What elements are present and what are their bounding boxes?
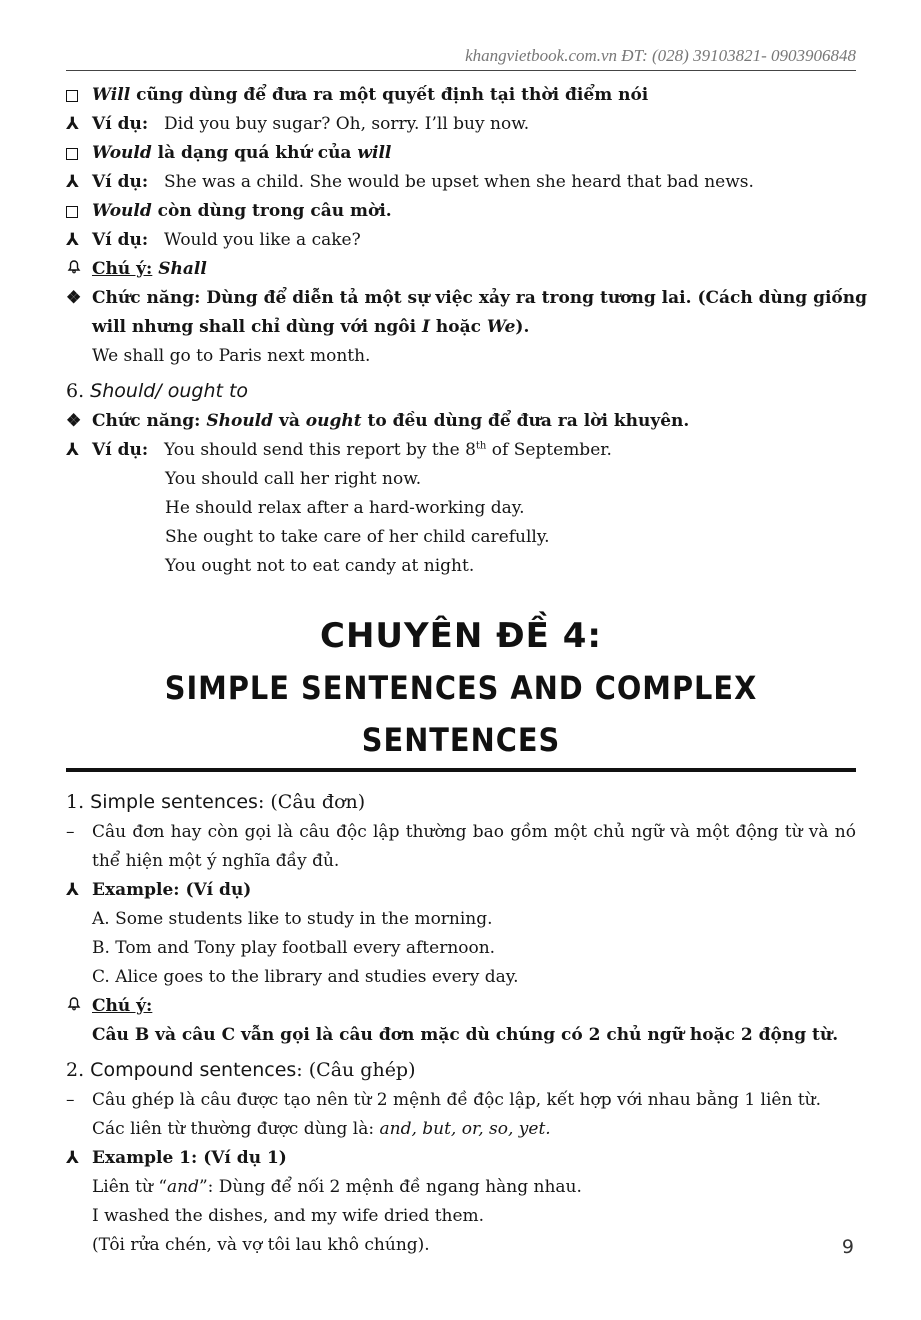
example-text-end: of September. (486, 440, 612, 460)
simple-description (66, 818, 856, 876)
description-text: Câu ghép là câu được tạo nên từ 2 mệnh đề độc lập, kết hợp với nhau bằng 1 liên từ. (92, 1090, 822, 1110)
example-marker-icon: ⅄ (66, 1148, 79, 1168)
function-text-1: Chức năng: Dùng để diễn tả một sự việc xảy ra trong tương lai. (Cách dùng giống (92, 288, 868, 308)
example-label: Ví dụ: (92, 172, 149, 192)
rule-keyword-2: will (357, 143, 392, 163)
note-simple (66, 992, 856, 1021)
text: ”: Dùng để nối 2 mệnh đề ngang hàng nhau. (198, 1177, 582, 1197)
example-marker-icon: ⅄ (66, 440, 79, 460)
diamond-bullet-icon: ❖ (66, 288, 82, 308)
example-should-5: You ought not to eat candy at night. (165, 556, 475, 576)
dash-bullet: – (66, 1090, 75, 1110)
example-heading-simple (66, 876, 856, 905)
rule-would-invite (66, 197, 856, 226)
rule-would-past (66, 139, 856, 168)
example-simple-c: C. Alice goes to the library and studies every day. (92, 967, 519, 987)
keyword-ought: ought (305, 411, 362, 431)
pronoun-i: I (422, 317, 430, 337)
chapter-title: CHUYÊN ĐỀ 4: (320, 616, 602, 656)
description-text: Câu đơn hay còn gọi là câu độc lập thường bao gồm một chủ ngữ và một động từ và nó thể hiện một ý nghĩa đầy đủ. (92, 822, 856, 871)
checkbox-icon (66, 197, 88, 226)
example-label: Example: (Ví dụ) (92, 880, 252, 900)
note-simple-text: Câu B và câu C vẫn gọi là câu đơn mặc dù chúng có 2 chủ ngữ hoặc 2 động từ. (92, 1025, 839, 1045)
example-text: Did you buy sugar? Oh, sorry. I’ll buy now. (164, 114, 530, 134)
example-marker-icon: ⅄ (66, 172, 79, 192)
heading-translation: : (Câu đơn) (257, 791, 366, 813)
example-simple-b: B. Tom and Tony play football every afternoon. (92, 938, 496, 958)
example-would-invite (66, 226, 856, 255)
example-marker-icon: ⅄ (66, 880, 79, 900)
compound-example-line-1 (66, 1173, 856, 1202)
heading-text: Compound sentences (90, 1059, 297, 1081)
rule-keyword: Will (92, 85, 131, 105)
page-header: khangvietbook.com.vn ĐT: (028) 39103821- 0903906848 (66, 46, 856, 71)
example-would-past (66, 168, 856, 197)
compound-example-line-2: I washed the dishes, and my wife dried them. (92, 1206, 485, 1226)
example-label: Ví dụ: (92, 114, 149, 134)
conjunction: and (167, 1177, 199, 1197)
rule-text: là dạng quá khứ của (151, 143, 358, 163)
example-will (66, 110, 856, 139)
page-number: 9 (841, 1236, 854, 1258)
example-text: You should send this report by the 8 (164, 440, 476, 460)
compound-description-1 (66, 1086, 856, 1115)
example-heading-compound (66, 1144, 856, 1173)
example-shall: We shall go to Paris next month. (92, 346, 371, 366)
rule-text: còn dùng trong câu mời. (151, 201, 392, 221)
example-marker-icon: ⅄ (66, 230, 79, 250)
heading-text: Should/ ought to (90, 380, 249, 402)
rule-text: cũng dùng để đưa ra một quyết định tại thời điểm nói (130, 85, 649, 105)
function-text: to đều dùng để đưa ra lời khuyên. (361, 411, 690, 431)
note-label: Chú ý: (92, 259, 153, 279)
example-should-1 (66, 436, 856, 465)
pronoun-we: We (486, 317, 516, 337)
checkbox-icon (66, 139, 88, 168)
text: Liên từ “ (92, 1177, 168, 1197)
function-shall-cont (66, 313, 856, 342)
function-text-2: will nhưng shall chỉ dùng với ngôi (92, 317, 423, 337)
bell-icon (66, 992, 88, 1021)
rule-keyword: Would (92, 143, 152, 163)
bell-icon (66, 255, 88, 284)
rule-will (66, 81, 856, 110)
note-shall (66, 255, 856, 284)
section-heading-simple (66, 786, 856, 818)
heading-translation: : (Câu ghép) (296, 1059, 416, 1081)
function-label: Chức năng: (92, 411, 207, 431)
ordinal-suffix: th (475, 440, 487, 452)
example-should-3: He should relax after a hard-working day. (165, 498, 525, 518)
heading-number: 2. (66, 1059, 91, 1081)
diamond-bullet-icon: ❖ (66, 411, 82, 431)
connector: hoặc (429, 317, 487, 337)
closing: ). (515, 317, 530, 337)
chapter-subtitle: SIMPLE SENTENCES AND COMPLEX SENTENCES (66, 662, 856, 772)
example-label: Ví dụ: (92, 440, 149, 460)
example-text: Would you like a cake? (164, 230, 361, 250)
example-text: She was a child. She would be upset when she heard that bad news. (164, 172, 754, 192)
dash-bullet: – (66, 822, 75, 842)
note-label: Chú ý: (92, 996, 153, 1016)
example-label: Example 1: (Ví dụ 1) (92, 1148, 287, 1168)
page-content (66, 81, 868, 1260)
checkbox-icon (66, 81, 88, 110)
heading-number: 6. (66, 380, 91, 402)
keyword-should: Should (206, 411, 274, 431)
heading-text: Simple sentences (90, 791, 258, 813)
compound-example-line-3: (Tôi rửa chén, và vợ tôi lau khô chúng). (92, 1235, 430, 1255)
example-label: Ví dụ: (92, 230, 149, 250)
function-shall (66, 284, 868, 313)
conjunction-list: and, but, or, so, yet. (379, 1119, 551, 1139)
connector: và (273, 411, 306, 431)
function-should (66, 407, 856, 436)
section-heading-should (66, 375, 856, 407)
heading-number: 1. (66, 791, 91, 813)
example-simple-a: A. Some students like to study in the morning. (92, 909, 493, 929)
example-should-4: She ought to take care of her child carefully. (165, 527, 550, 547)
description-text: Các liên từ thường được dùng là: (92, 1119, 380, 1139)
compound-description-2 (66, 1115, 856, 1144)
example-should-2: You should call her right now. (165, 469, 422, 489)
note-keyword: Shall (158, 259, 207, 279)
section-heading-compound (66, 1054, 856, 1086)
rule-keyword: Would (92, 201, 152, 221)
example-marker-icon: ⅄ (66, 114, 79, 134)
